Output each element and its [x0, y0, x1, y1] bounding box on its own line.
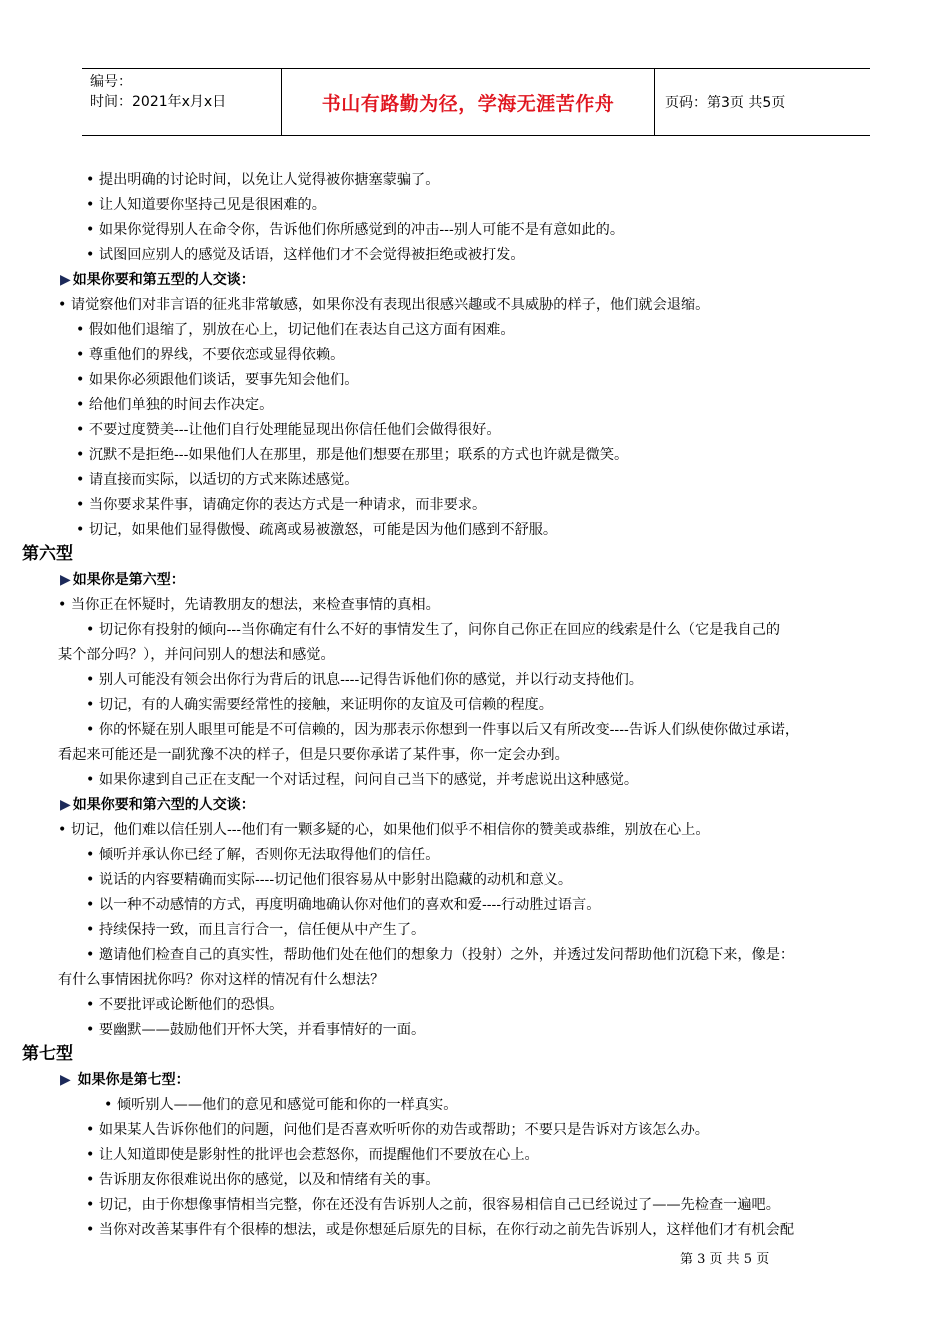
triangle-bullet-icon: ▶ [60, 797, 71, 813]
bullet-line: • 告诉朋友你很难说出你的感觉，以及和情绪有关的事。 [86, 1172, 440, 1188]
subheading: ▶ 如果你要和第五型的人交谈： [60, 272, 255, 288]
bullet-line: • 别人可能没有领会出你行为背后的讯息----记得告诉他们你的感觉，并以行动支持他们。 [86, 672, 643, 688]
subheading: ▶ 如果你是第七型： [60, 1072, 190, 1088]
header-meta [82, 69, 282, 135]
header-motto: 书山有路勤为径，学海无涯苦作舟 [282, 69, 655, 135]
bullet-line: • 持续保持一致，而且言行合一，信任便从中产生了。 [86, 922, 426, 938]
bullet-line: • 不要过度赞美---让他们自行处理能显现出你信任他们会做得很好。 [76, 422, 501, 438]
header-page-number: 页码：第3页 共5页 [665, 95, 786, 111]
bullet-line: • 当你正在怀疑时，先请教朋友的想法，来检查事情的真相。 [58, 597, 440, 613]
bullet-line: • 假如他们退缩了，别放在心上，切记他们在表达自己这方面有困难。 [76, 322, 515, 338]
bullet-line: • 沉默不是拒绝---如果他们人在那里，那是他们想要在那里；联系的方式也许就是微笑。 [76, 447, 629, 463]
bullet-line: • 请觉察他们对非言语的征兆非常敏感，如果你没有表现出很感兴趣或不具威胁的样子，他们就会退缩。 [58, 297, 710, 313]
bullet-line: • 当你对改善某事件有个很棒的想法，或是你想延后原先的目标，在你行动之前先告诉别人，这样他们才有机会配 [86, 1222, 795, 1238]
bullet-line: • 当你要求某件事，请确定你的表达方式是一种请求，而非要求。 [76, 497, 487, 513]
page-header [82, 68, 870, 136]
bullet-line: • 不要批评或论断他们的恐惧。 [86, 997, 284, 1013]
triangle-bullet-icon: ▶ [60, 272, 71, 288]
bullet-line: • 如果你必须跟他们谈话，要事先知会他们。 [76, 372, 359, 388]
header-code: 编号： [90, 74, 132, 90]
text-line: 某个部分吗？），并问问别人的想法和感觉。 [58, 647, 335, 663]
subheading: ▶ 如果你是第六型： [60, 572, 185, 588]
bullet-line: • 切记，有的人确实需要经常性的接触，来证明你的友谊及可信赖的程度。 [86, 697, 553, 713]
bullet-line: • 切记，如果他们显得傲慢、疏离或易被激怒，可能是因为他们感到不舒服。 [76, 522, 558, 538]
bullet-line: • 倾听并承认你已经了解，否则你无法取得他们的信任。 [86, 847, 440, 863]
text-line: 看起来可能还是一副犹豫不决的样子，但是只要你承诺了某件事，你一定会办到。 [58, 747, 569, 763]
section-heading: 第七型 [22, 1044, 73, 1064]
bullet-line: • 你的怀疑在别人眼里可能是不可信赖的，因为那表示你想到一件事以后又有所改变----告诉人们纵使你做过承诺， [86, 722, 800, 738]
bullet-line: • 给他们单独的时间去作决定。 [76, 397, 274, 413]
bullet-line: • 如果你逮到自己正在支配一个对话过程，问问自己当下的感觉，并考虑说出这种感觉。 [86, 772, 639, 788]
triangle-bullet-icon: ▶ [60, 1072, 71, 1088]
bullet-line: • 如果某人告诉你他们的问题，问他们是否喜欢听听你的劝告或帮助；不要只是告诉对方该怎么办。 [86, 1122, 709, 1138]
bullet-line: • 邀请他们检查自己的真实性，帮助他们处在他们的想象力（投射）之外，并透过发问帮助他们沉稳下来，像是： [86, 947, 795, 963]
bullet-line: • 请直接而实际，以适切的方式来陈述感觉。 [76, 472, 359, 488]
page-footer: 第 3 页 共 5 页 [680, 1252, 770, 1267]
section-heading: 第六型 [22, 544, 73, 564]
header-date: 时间：2021年x月x日 [90, 94, 227, 110]
text-line: 有什么事情困扰你吗？你对这样的情况有什么想法？ [58, 972, 385, 988]
subheading: ▶ 如果你要和第六型的人交谈： [60, 797, 255, 813]
bullet-line: • 让人知道即使是影射性的批评也会惹怒你，而提醒他们不要放在心上。 [86, 1147, 539, 1163]
bullet-line: • 尊重他们的界线，不要依恋或显得依赖。 [76, 347, 345, 363]
triangle-bullet-icon: ▶ [60, 572, 71, 588]
bullet-line: • 让人知道要你坚持己见是很困难的。 [86, 197, 326, 213]
bullet-line: • 切记你有投射的倾向---当你确定有什么不好的事情发生了，问你自己你正在回应的线索是什么（它是我自己的 [86, 622, 781, 638]
bullet-line: • 倾听别人——他们的意见和感觉可能和你的一样真实。 [104, 1097, 458, 1113]
bullet-line: • 切记，他们难以信任别人---他们有一颗多疑的心，如果他们似乎不相信你的赞美或恭维，别放在心上。 [58, 822, 710, 838]
bullet-line: • 以一种不动感情的方式，再度明确地确认你对他们的喜欢和爱----行动胜过语言。 [86, 897, 601, 913]
bullet-line: • 试图回应别人的感觉及话语，这样他们才不会觉得被拒绝或被打发。 [86, 247, 525, 263]
bullet-line: • 如果你觉得别人在命令你，告诉他们你所感觉到的冲击---别人可能不是有意如此的。 [86, 222, 625, 238]
bullet-line: • 说话的内容要精确而实际----切记他们很容易从中影射出隐藏的动机和意义。 [86, 872, 573, 888]
bullet-line: • 切记，由于你想像事情相当完整，你在还没有告诉别人之前，很容易相信自己已经说过了——先检查一遍吧。 [86, 1197, 780, 1213]
bullet-line: • 提出明确的讨论时间，以免让人觉得被你搪塞蒙骗了。 [86, 172, 440, 188]
bullet-line: • 要幽默——鼓励他们开怀大笑，并看事情好的一面。 [86, 1022, 426, 1038]
